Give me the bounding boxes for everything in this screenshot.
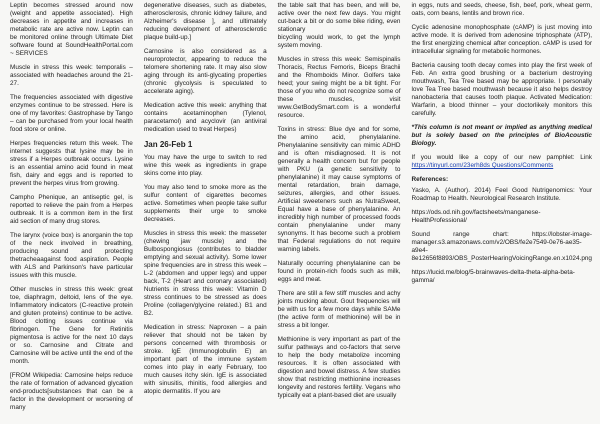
paragraph: degenerative diseases, such as diabetes, atherosclerosis, chronic kidney failure, and Alzheimer's disease ], and ultimately reducing development of atherosclerotic plaque build-up.] — [143, 2, 267, 41]
paragraph: You may also tend to smoke more as the sulfur content of cigarettes becomes active. Sometimes when people take sulfur supplements their urge to smoke decreases. — [143, 184, 267, 223]
pamphlet-link[interactable]: https://tinyurl.com/23erh8ds Questions/Comments — [411, 162, 554, 169]
paragraph: Toxins in stress: Blue dye and for some, the amino acid, phenylalanine. Phenylalanine sensitivity can mimic ADHD and is often misdiagnosed. It is not generally a health concern but for people with PKU (a genetic sensitivity to phenylalanine) it may cause symptoms of mental retardation, brain damage, seizures, allergies, and other issues. Artificial sweeteners such as NutraSweet, Equal have a base of phenylalanine. An incredibly high number of processed foods contain phenylalanine under many synonyms. It has become such a problem that Federal regulations do not require warning labels. — [277, 126, 401, 253]
paragraph: Medication active this week: anything that contains acetaminophen (Tylenol, paracetamol) and acyclovir (an antiviral medication used to treat Herpes) — [143, 102, 267, 133]
paragraph: Campho Phenique, an antiseptic gel, is reported to relieve the pain from a Herpes outbreak. It is a common item in the first aid section of many drug stores. — [10, 194, 133, 225]
paragraph: The frequencies associated with digestive enzymes continue to be stressed. Here is one of my favorites: Gastrophase by Tango – can be purchased from your local health food store or online. — [10, 94, 133, 133]
reference-item: Yasko, A. (Author). 2014) Feel Good Nutrigenomics: Your Roadmap to Health. Neurological Research Institute. — [411, 187, 592, 202]
paragraph: bicycling would work, to get the lymph system moving. — [277, 34, 401, 49]
reference-item: https://lucid.me/blog/5-brainwaves-delta-theta-alpha-beta-gamma/ — [411, 269, 575, 284]
paragraph: Methionine is very important as part of the sulfur pathways and co-factors that serve to help the body metabolize incoming resources. It is often associated with digestion and bowel distress. A few studies show that restricting methionine increases longevity and restores fertility. Vegans who typically eat a plant-based diet are usually — [277, 336, 401, 399]
references-heading: References: — [411, 176, 449, 183]
paragraph: Medication in stress: Naproxen – a pain reliever that should not be taken by persons concerned with thrombosis or stroke. IgE (Immunoglobulin E) an important part of the immune system comes into play in early February, too much causes itchy skin. IgE is associated with sinusitis, rhinitis, food allergies and atopic dermatitis. If you are — [143, 324, 267, 395]
paragraph: Muscles in stress this week: Semispinalis Thoracis, Rectus Femoris, Biceps Brachii and the Rhomboids Minor. Golfers take heed; your swing might be a bit tight. For those of you who do not recognize some of these muscles, visit www.GetBodySmart.com is a wonderful resource. — [277, 56, 401, 119]
pamphlet-text: If you would like a copy of our new pamphlet: Link — [411, 154, 592, 161]
column-1 — [10, 2, 133, 424]
column-3 — [278, 2, 401, 424]
reference-item: Sound range chart: https://lobster-image-manager.s3.amazonaws.com/v2/OBS/fe2e7549-0e76-ae35-a9e4-8e12656f8893/OBS_PosterHearingVoicingRange.en.x1024.png — [411, 231, 592, 262]
paragraph: You may have the urge to switch to red wine this week as ingredients in grape skins come into play. — [143, 154, 267, 177]
paragraph: Bacteria causing tooth decay comes into play the first week of Feb. An extra good brushing or a bacterium destroying mouthwash, Tea Tree based may be appropriate. I personally love Tea Tree based mouthwash because it also helps destroy nanobacteria that causes tooth plaque. Activated Medication: Warfarin, a blood thinner – your doctorlikely monitors this carefully. — [411, 62, 592, 117]
paragraph: The larynx (voice box) is anorganin the top of the neck involved in breathing, producing sound and protecting thetracheaagainst food aspiration. People with ALS and Parkinson's have particular issues with this muscle. — [10, 232, 133, 279]
paragraph: Muscles in stress this week: the masseter (chewing jaw muscle) and the Bulbospongiosus (contributes to bladder emptying and sexual activity). Some lower spine frequencies are in stress this week – L-2 (abdomen and upper legs) and upper back, T-2 (Heart and coronary associated) Nutrients in stress this week: Vitamin D stress continues to be stressed as does Proline (collagen/glycine related.) B1 and B2. — [143, 230, 267, 317]
paragraph: Herpes frequencies return this week. The internet suggests that lysine may be in stress if a Herpes outbreak occurs. Lysine is an essential amino acid found in meat fish, dairy and eggs and is reported to prevent the herpes virus from growing. — [10, 140, 133, 187]
paragraph: Leptin becomes stressed around now (weight and appetite associated). High decreases in appetite and increases in metabolic rate are active now. Leptin can be monitored online through Ultimate Diet software found at SoundHealthPortal.com ~ SERVICES — [10, 2, 133, 57]
paragraph: Carnosine is also considered as a neuroprotector, appearing to reduce the telomere shortening rate. It may also slow aging through its anti-glycating properties (chronic glycolysis is speculated to accelerate aging). — [143, 48, 267, 95]
column-4 — [411, 2, 592, 424]
paragraph: There are still a few stiff muscles and achy joints mucking about. Gout frequencies will be with us for a few more days while SAMe (the active form of methionine) will be in stress a bit longer. — [277, 290, 401, 329]
date-heading: Jan 26-Feb 1 — [143, 140, 193, 149]
paragraph: in eggs, nuts and seeds, cheese, fish, beef, pork, wheat germ, oats, corn beans, lentils and brown rice. — [411, 2, 592, 17]
disclaimer: *This column is not meant or implied as anything medical but is solely based on the principles of BioAcoustic Biology. — [411, 124, 592, 147]
paragraph: Naturally occurring phenylalanine can be found in protein-rich foods such as milk, eggs and meat. — [277, 260, 401, 283]
paragraph: [FROM Wikipedia: Carnosine helps reduce the rate of formation of advanced glycation end-products[substances that can be a factor in the development or worsening of many — [10, 372, 133, 411]
pamphlet-note — [411, 154, 592, 170]
reference-item: https://ods.od.nih.gov/factsheets/manganese-HealthProfessional/ — [411, 209, 541, 224]
column-2 — [144, 2, 267, 424]
paragraph: Muscle in stress this week: temporalis – associated with headaches around the 21-27. — [10, 64, 133, 87]
paragraph: Cyclic adenosine monophosphate (cAMP) is just moving into active mode. It is derived from adenosine triphosphate (ATP), the first energizing chemical after conception. cAMP is used for intracellular signaling for metabolic hormones. — [411, 24, 592, 55]
paragraph: Other muscles in stress this week: great toe, diaphragm, deltoid, lens of the eye. Inflammatory indicators (C-reactive protein and gluten proteins) continue to be active. Blood clotting issues continue via fibrinogen. The Gene for Retinitis pigmentosa is active for the next 10 days or so. Carnosine and Citrate and Carnosine will be active until the end of the month. — [10, 286, 133, 365]
paragraph: the table salt that has been, and will be, active over the next few days. You might cut-back a bit or do some bike riding, even stationary — [277, 2, 401, 33]
